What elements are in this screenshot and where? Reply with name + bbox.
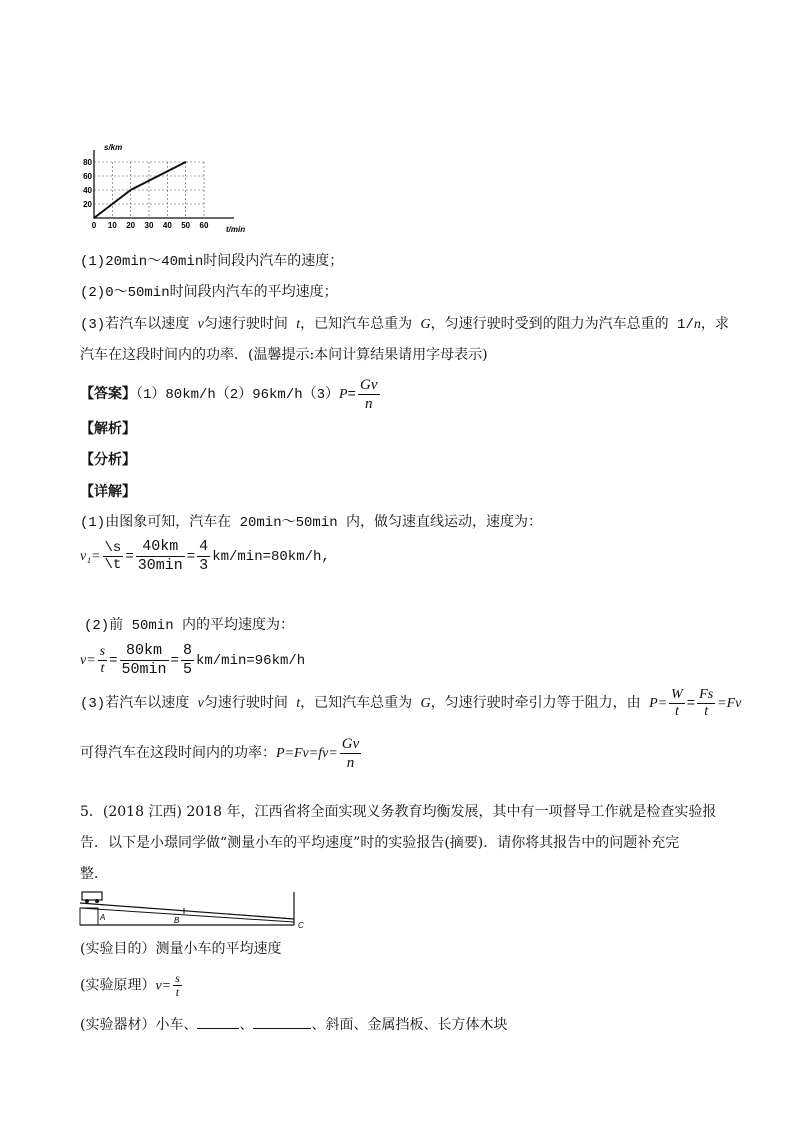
detail-3-line-1 bbox=[80, 687, 741, 720]
answer-numerator: Gv bbox=[360, 377, 378, 393]
answer-P: P bbox=[339, 387, 348, 403]
question-5-line-2: 告．以下是小璟同学做“测量小车的平均速度”时的实验报告(摘要)．请你将其报告中的问题补充完 bbox=[80, 835, 680, 851]
toy-cart bbox=[82, 892, 102, 900]
d3-formula: P=Fv=fv= bbox=[276, 746, 338, 762]
graph-ticks bbox=[83, 158, 209, 230]
label-B: B bbox=[174, 916, 180, 925]
q3-text-1: (3)若汽车以速度 bbox=[80, 317, 198, 333]
d3-line2: 可得汽车在这段时间内的功率： bbox=[80, 746, 276, 763]
answer-fraction bbox=[358, 376, 380, 413]
answer-denominator: n bbox=[365, 396, 373, 412]
d2-v: v= bbox=[80, 653, 96, 669]
y-tick-label: 80 bbox=[83, 158, 92, 167]
incline-apparatus-diagram bbox=[78, 886, 310, 934]
d2-fraction-3 bbox=[181, 642, 194, 679]
detail-3-line-2 bbox=[80, 735, 363, 772]
d1-eq1: = bbox=[125, 549, 134, 566]
d1-fraction-3 bbox=[197, 538, 210, 575]
section-jiexi: 【解析】 bbox=[80, 421, 136, 437]
principle-fraction bbox=[173, 972, 182, 999]
question-5-line-1: 5．(2018 江西) 2018 年，江西省将全面实现义务教育均衡发展，其中有一项督导工作就是检查实验报 bbox=[80, 804, 717, 820]
answer bbox=[80, 376, 382, 413]
q3-var-G: G bbox=[420, 317, 431, 332]
answer-tag: 【答案】 bbox=[80, 387, 136, 404]
incline-under-edge bbox=[80, 908, 294, 922]
graph-axes bbox=[94, 150, 234, 218]
answer-eq: = bbox=[347, 387, 356, 404]
y-tick-label: 60 bbox=[83, 172, 92, 181]
detail-1-formula bbox=[80, 538, 330, 575]
d3-eq: = bbox=[686, 696, 696, 713]
detail-1-intro: (1)由图象可知，汽车在 20min～50min 内，做匀速直线运动，速度为： bbox=[80, 515, 543, 531]
d3-text-4: ，匀速行驶时牵引力等于阻力，由 bbox=[430, 696, 650, 713]
d2-fraction-2 bbox=[120, 642, 169, 679]
x-tick-label: 20 bbox=[126, 221, 136, 230]
distance-time-graph bbox=[78, 138, 258, 240]
d3-fc-num: Gv bbox=[341, 736, 360, 752]
d3-text-3: ，已知汽车总重为 bbox=[300, 696, 421, 713]
detail-2-formula bbox=[80, 642, 305, 679]
x-tick-label: 60 bbox=[199, 221, 209, 230]
d1-f1-num: \s bbox=[104, 540, 122, 556]
question-1: (1)20min～40min时间段内汽车的速度； bbox=[80, 254, 344, 270]
q3-text-5: ，求 bbox=[700, 317, 729, 333]
x-tick-label: 50 bbox=[181, 221, 191, 230]
graph-grid bbox=[94, 162, 204, 218]
d1-tail: km/min=80km/h, bbox=[212, 549, 330, 566]
answer-text: （1）80km/h（2）96km/h（3） bbox=[136, 387, 340, 404]
principle-den: t bbox=[175, 985, 180, 999]
question-2: (2)0～50min时间段内汽车的平均速度； bbox=[80, 285, 338, 301]
d2-tail: km/min=96km/h bbox=[195, 653, 306, 670]
d1-fraction-2 bbox=[136, 538, 185, 575]
d2-fraction-1 bbox=[98, 644, 107, 677]
d1-fraction-1 bbox=[103, 540, 124, 573]
blank-2[interactable] bbox=[253, 1014, 311, 1029]
q3-text-4: ，匀速行驶时受到的阻力为汽车总重的 1/ bbox=[430, 317, 694, 333]
q3-var-n: n bbox=[693, 317, 701, 332]
d2-f2-den: 50min bbox=[121, 661, 167, 678]
label-C: C bbox=[298, 921, 304, 930]
d3-fraction-c bbox=[340, 735, 362, 772]
d1-eq2: = bbox=[186, 549, 196, 566]
principle-label: (实验原理） bbox=[80, 977, 156, 994]
d1-f3-num: 4 bbox=[199, 538, 209, 555]
x-tick-label: 40 bbox=[162, 221, 172, 230]
cart-wheel bbox=[95, 899, 99, 903]
d2-f3-den: 5 bbox=[182, 661, 192, 678]
d1-f2-num: 40km bbox=[136, 538, 185, 557]
d2-f1-num: s bbox=[99, 644, 106, 659]
d3-var-t: t bbox=[296, 696, 301, 712]
question-3 bbox=[80, 316, 729, 334]
d3-tail: =Fv bbox=[717, 696, 742, 712]
materials-label: (实验器材）小车、 bbox=[80, 1017, 198, 1033]
principle-v: v= bbox=[155, 978, 172, 994]
d1-f3-den: 3 bbox=[199, 557, 209, 574]
principle-num: s bbox=[175, 971, 180, 985]
d3-fraction-b bbox=[697, 687, 715, 720]
d3-var-G: G bbox=[420, 696, 431, 712]
d3-fb-num: Fs bbox=[699, 687, 714, 702]
q3-var-t: t bbox=[296, 317, 301, 332]
x-axis-label: t/min bbox=[226, 225, 246, 234]
d3-text-1: (3)若汽车以速度 bbox=[80, 696, 198, 713]
y-tick-label: 20 bbox=[83, 200, 92, 209]
d3-P: P= bbox=[649, 696, 668, 712]
d1-v1: v₁= bbox=[80, 549, 101, 565]
materials-sep-2: 、斜面、金属挡板、长方体木块 bbox=[311, 1017, 508, 1033]
x-tick-label: 0 bbox=[91, 221, 97, 230]
d3-fb-den: t bbox=[704, 704, 709, 719]
d2-f2-num: 80km bbox=[120, 642, 169, 661]
experiment-principle bbox=[80, 972, 184, 999]
incline-top-edge bbox=[80, 903, 294, 919]
q3-var-v: v bbox=[197, 317, 204, 332]
q3-text-2: 匀速行驶时间 bbox=[203, 317, 297, 333]
x-tick-label: 10 bbox=[107, 221, 117, 230]
blank-1[interactable] bbox=[197, 1014, 239, 1029]
section-xiangjie: 【详解】 bbox=[80, 484, 136, 500]
d2-eq1: = bbox=[109, 653, 118, 670]
wooden-block bbox=[80, 908, 98, 925]
question-5-line-3: 整． bbox=[80, 866, 108, 882]
d2-f1-den: t bbox=[100, 661, 105, 676]
d1-f1-den: \t bbox=[104, 557, 122, 573]
d2-f3-num: 8 bbox=[182, 642, 192, 659]
x-tick-label: 30 bbox=[144, 221, 154, 230]
q3-text-3: ，已知汽车总重为 bbox=[300, 317, 421, 333]
d3-fa-num: W bbox=[671, 687, 683, 702]
section-fenxi: 【分析】 bbox=[80, 452, 136, 468]
d3-fc-den: n bbox=[346, 755, 355, 771]
experiment-materials bbox=[80, 1014, 507, 1034]
d3-fa-den: t bbox=[674, 704, 679, 719]
experiment-purpose: (实验目的）测量小车的平均速度 bbox=[80, 941, 282, 957]
d1-f2-den: 30min bbox=[137, 557, 183, 574]
y-axis-label: s/km bbox=[104, 143, 123, 152]
d3-text-2: 匀速行驶时间 bbox=[203, 696, 297, 713]
d2-eq2: = bbox=[170, 653, 179, 670]
detail-2-intro: (2)前 50min 内的平均速度为： bbox=[84, 618, 295, 634]
cart-wheel bbox=[85, 899, 89, 903]
label-A: A bbox=[100, 913, 106, 922]
question-3-line-2: 汽车在这段时间内的功率．(温馨提示:本问计算结果请用字母表示) bbox=[80, 347, 488, 363]
d3-var-v: v bbox=[197, 696, 204, 712]
d3-fraction-a bbox=[669, 687, 685, 720]
y-tick-label: 40 bbox=[83, 186, 92, 195]
materials-sep-1: 、 bbox=[239, 1017, 254, 1033]
